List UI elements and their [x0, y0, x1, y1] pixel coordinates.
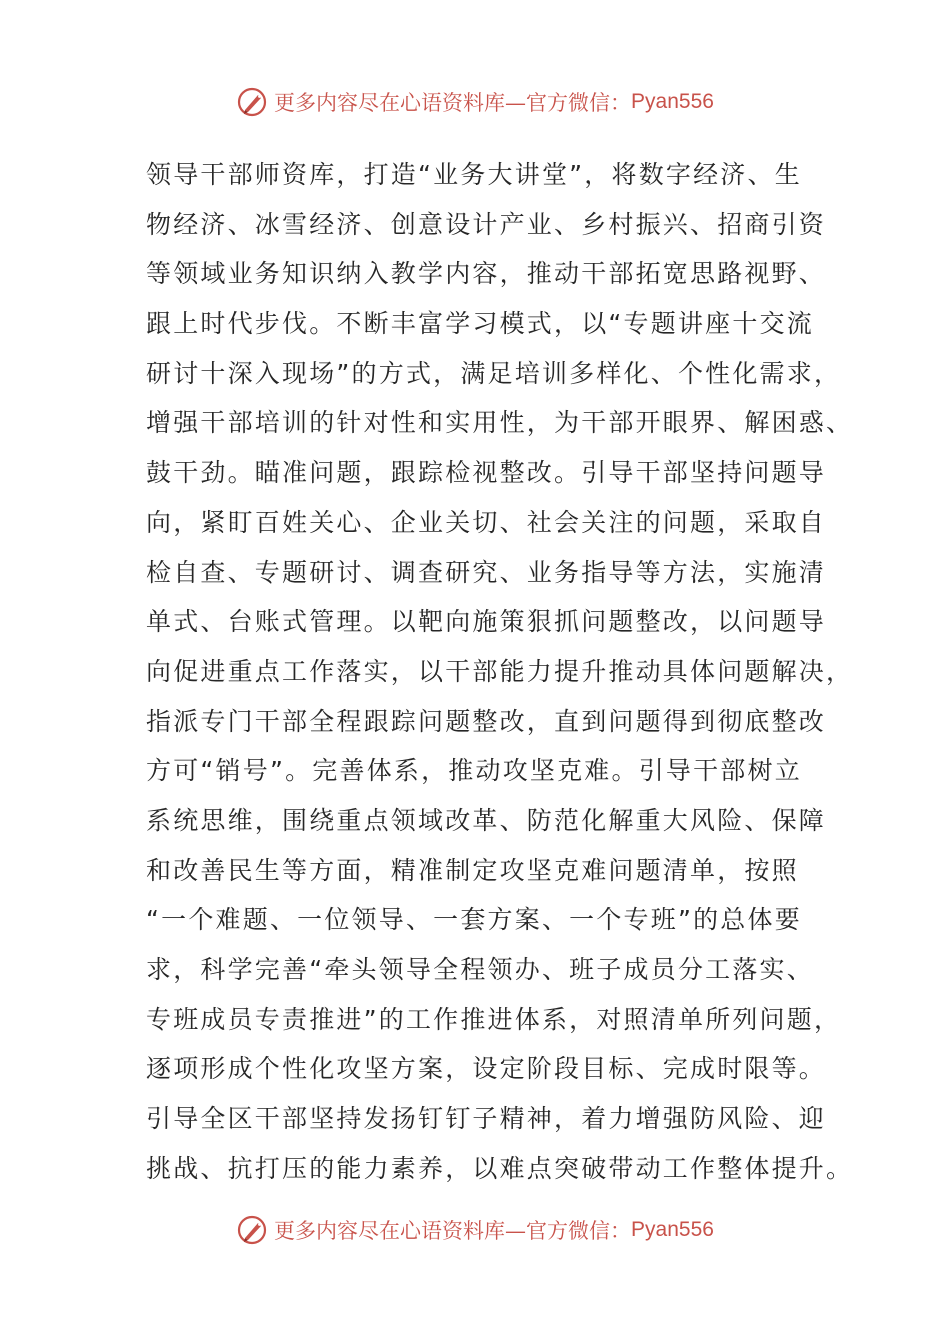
text-line: 指派专门干部全程跟踪问题整改，直到问题得到彻底整改	[146, 706, 827, 736]
pen-logo-icon	[236, 1214, 268, 1246]
text-line: 鼓干劲。瞄准问题，跟踪检视整改。引导干部坚持问题导	[146, 458, 827, 488]
text-line: 求，科学完善“牵头领导全程领办、班子成员分工落实、	[146, 955, 814, 984]
text-line: 研讨十深入现场”的方式，满足培训多样化、个性化需求，	[146, 358, 842, 388]
text-line: 专班成员专责推进”的工作推进体系，对照清单所列问题，	[146, 1004, 842, 1034]
text-line: 方可“销号”。完善体系，推动攻坚克难。引导干部树立	[146, 756, 802, 786]
text-line: 增强干部培训的针对性和实用性，为干部开眼界、解困惑、	[146, 408, 854, 438]
text-line: 逐项形成个性化攻坚方案，设定阶段目标、完成时限等。	[146, 1054, 827, 1084]
text-line: 和改善民生等方面，精准制定攻坚克难问题清单，按照	[146, 855, 799, 885]
text-line: 系统思维，围绕重点领域改革、防范化解重大风险、保障	[146, 805, 827, 835]
text-line: 物经济、冰雪经济、创意设计产业、乡村振兴、招商引资	[146, 209, 827, 239]
text-line: 向，紧盯百姓关心、企业关切、社会关注的问题，采取自	[146, 507, 827, 537]
banner-text: 更多内容尽在心语资料库—官方微信：	[274, 1219, 632, 1243]
pen-logo-icon	[236, 86, 268, 118]
text-line: “一个难题、一位领导、一套方案、一个专班”的总体要	[146, 905, 802, 935]
text-line: 引导全区干部坚持发扬钉钉子精神，着力增强防风险、迎	[146, 1104, 827, 1134]
wechat-id: Pyan556	[631, 1218, 714, 1241]
wechat-id: Pyan556	[631, 90, 714, 113]
banner-text: 更多内容尽在心语资料库—官方微信：	[274, 91, 632, 115]
header-banner	[0, 82, 950, 122]
text-line: 向促进重点工作落实，以干部能力提升推动具体问题解决，	[146, 656, 854, 686]
text-line: 跟上时代步伐。不断丰富学习模式，以“专题讲座十交流	[146, 309, 814, 339]
footer-banner	[0, 1210, 950, 1250]
text-line: 等领域业务知识纳入教学内容，推动干部拓宽思路视野、	[146, 259, 827, 289]
document-body	[146, 150, 854, 1193]
text-line: 挑战、抗打压的能力素养，以难点突破带动工作整体提升。	[146, 1153, 854, 1183]
text-line: 领导干部师资库，打造“业务大讲堂”，将数字经济、生	[146, 160, 802, 189]
text-line: 单式、台账式管理。以靶向施策狠抓问题整改，以问题导	[146, 607, 827, 637]
text-line: 检自查、专题研讨、调查研究、业务指导等方法，实施清	[146, 557, 827, 587]
